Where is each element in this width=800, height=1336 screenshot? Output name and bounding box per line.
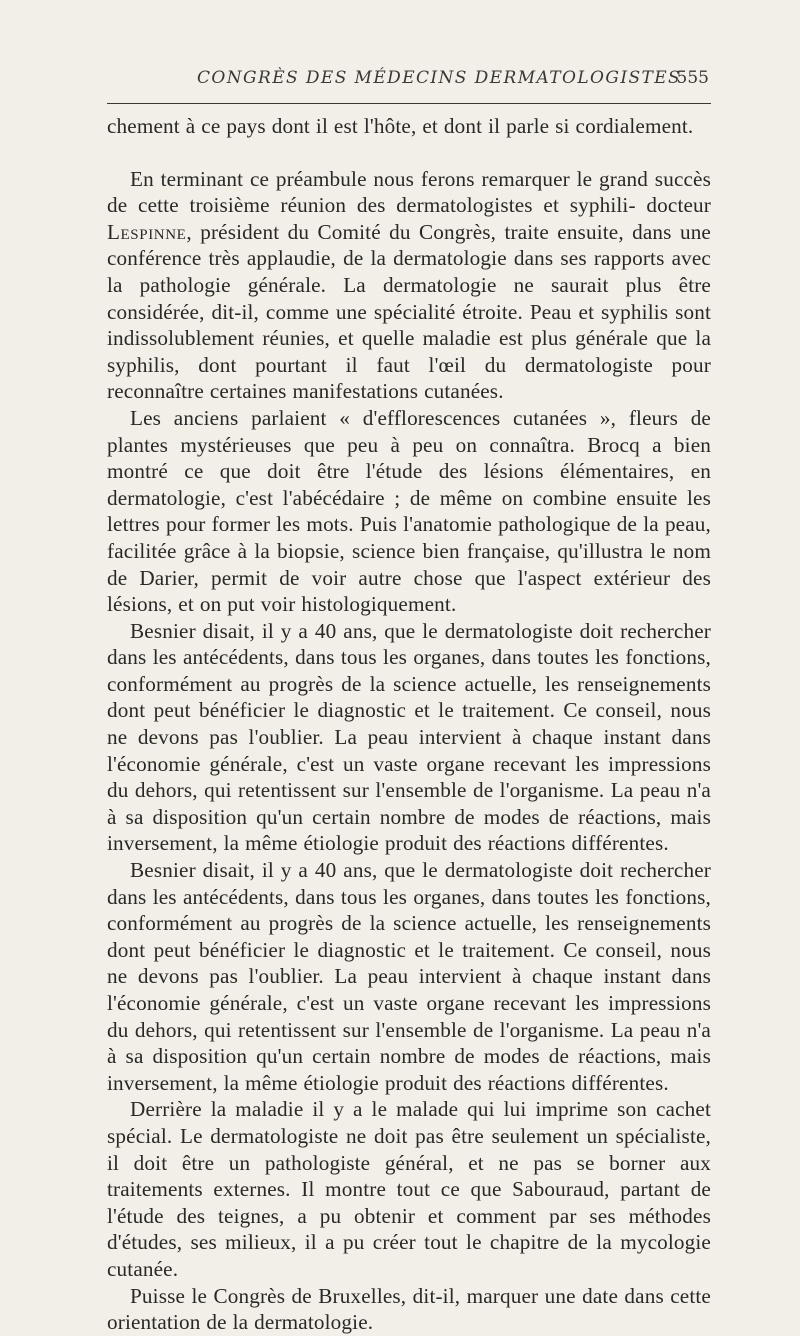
paragraph-7: Puisse le Congrès de Bruxelles, dit-il, marquer une date dans cette orientation de la dermatologie.: [107, 1283, 711, 1335]
paragraph-2: [107, 166, 711, 405]
paragraph-5: Besnier disait, il y a 40 ans, que le dermatologiste doit rechercher dans les antécédents, dans tous les organes, dans toutes les fonctions, conformément au progrès de la science actuelle, les renseignements dont peut bénéficier le diagnostic et le traitement. Ce conseil, nous ne devons pas l'oublier. La peau intervient à chaque instant dans l'économie générale, c'est un vaste organe recevant les impressions du dehors, qui retentissent sur l'ensemble de l'organisme. La peau n'a à sa disposition qu'un certain nombre de modes de réactions, mais inversement, la même étiologie produit des réactions différentes.: [107, 858, 711, 1095]
paragraph-6: Derrière la maladie il y a le malade qui lui imprime son cachet spécial. Le dermatologiste ne doit pas être seulement un spécialiste, il doit être un pathologiste général, et ne pas se borner aux traitements externes. Il montre tout ce que Sabouraud, partant de l'étude des teignes, a pu obtenir et comment par ses méthodes d'études, ses milieux, il a pu créer tout le chapitre de la mycologie cutanée.: [107, 1097, 711, 1281]
paragraph-1: chement à ce pays dont il est l'hôte, et dont il parle si cordialement.: [107, 114, 694, 138]
paragraph-3: Les anciens parlaient « d'efflorescences cutanées », fleurs de plantes mystérieuses que peu à peu on connaîtra. Brocq a bien montré ce que doit être l'étude des lésions élémentaires, en dermatologie, c'est l'abécédaire ; de même on combine ensuite les lettres pour former les mots. Puis l'anatomie pathologique de la peau, facilitée grâce à la biopsie, science bien française, qu'illustra le nom de Darier, permit de voir autre chose que l'aspect extérieur des lésions, et on put voir histologiquement.: [107, 405, 711, 617]
running-header: [107, 68, 711, 94]
header-rule: [107, 103, 711, 104]
body-text: [107, 113, 711, 1336]
paragraph-2-docteur: docteur: [646, 193, 712, 218]
paragraph-4: Besnier disait, il y a 40 ans, que le dermatologiste doit rechercher dans les antécédents, dans tous les organes, dans toutes les fonctions, conformément au progrès de la science actuelle, les renseignements dont peut bénéficier le diagnostic et le traitement. Ce conseil, nous ne devons pas l'oublier. La peau intervient à chaque instant dans l'économie générale, c'est un vaste organe recevant les impressions du dehors, qui retentissent sur l'ensemble de l'organisme. La peau n'a à sa disposition qu'un certain nombre de modes de réactions, mais inversement, la même étiologie produit des réactions différentes.: [107, 618, 711, 856]
page-number: 555: [676, 68, 709, 88]
paragraph-2-rest: , président du Comité du Congrès, traite ensuite, dans une conférence très applaudie, de la dermatologie dans ses rapports avec la pathologie générale. La dermatologie ne saurait plus être considérée, dit-il, comme une spécialité étroite. Peau et syphilis sont indissolublement réunies, et quelle maladie est plus générale que la syphilis, dont pourtant il faut l'œil du dermatologiste pour reconnaître certaines manifestations cutanées.: [107, 219, 711, 404]
name-lespinne: Lespinne: [107, 219, 187, 244]
running-title: CONGRÈS DES MÉDECINS DERMATOLOGISTES: [197, 68, 682, 88]
paragraph-2-lead: En terminant ce préambule nous ferons remarquer le grand succès de cette troisième réunion des dermatologistes et syphili-: [107, 166, 711, 218]
